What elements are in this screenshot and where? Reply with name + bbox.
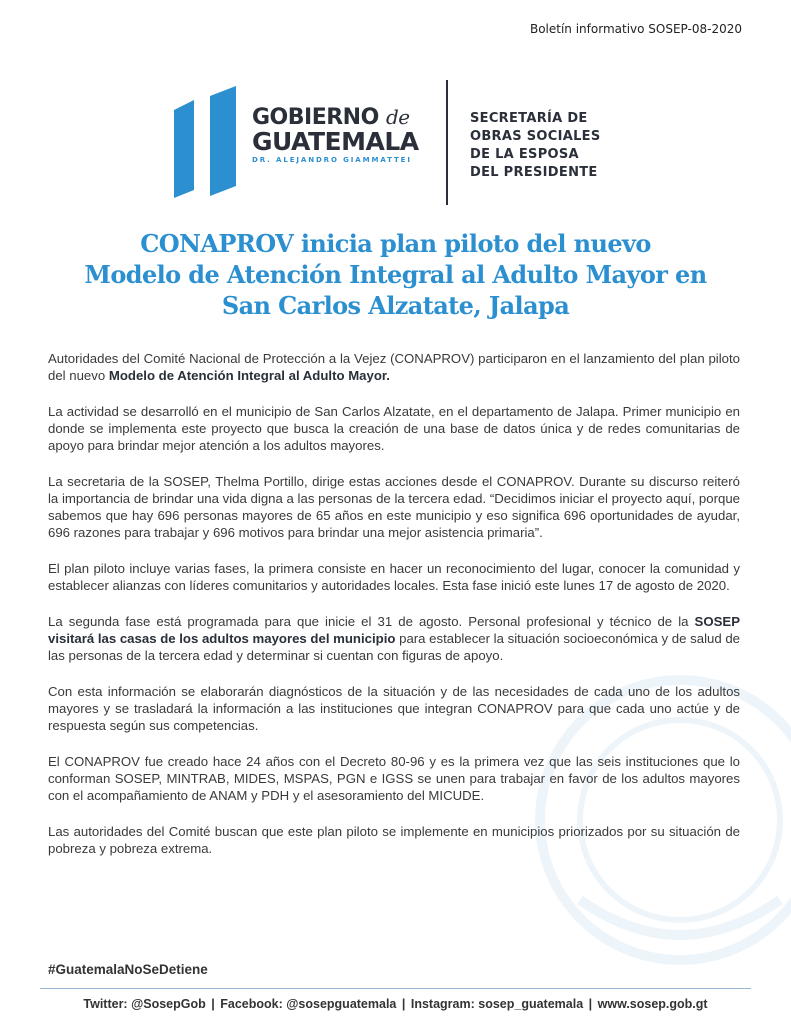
footer-divider	[40, 988, 751, 989]
logo-de: de	[385, 105, 410, 129]
twitter-link[interactable]: Twitter: @SosepGob	[83, 997, 206, 1011]
paragraph-text: La segunda fase está programada para que inicie el 31 de agosto. Personal profesional y técnico de la	[48, 614, 695, 629]
page-title	[40, 228, 751, 321]
article-paragraph: El plan piloto incluye varias fases, la primera consiste en hacer un reconocimiento del lugar, conocer la comunidad y establecer alianzas con líderes comunitarios y autoridades locales. Esta fase inició este lunes 17 de agosto de 2020.	[48, 561, 740, 593]
logo-divider	[446, 80, 448, 205]
article-body	[48, 350, 740, 876]
government-logo-text	[252, 106, 419, 164]
website-link[interactable]: www.sosep.gob.gt	[597, 997, 708, 1011]
logo-gobierno: GOBIERNO	[252, 105, 379, 130]
bulletin-code: Boletín informativo SOSEP-08-2020	[529, 22, 742, 36]
secretaria-line: SECRETARÍA DE	[470, 111, 588, 126]
logo-president-name: DR. ALEJANDRO GIAMMATTEI	[252, 156, 412, 164]
footer-separator: |	[588, 997, 593, 1011]
article-paragraph	[48, 613, 740, 664]
article-paragraph: El CONAPROV fue creado hace 24 años con el Decreto 80-96 y es la primera vez que las seis instituciones que lo conforman SOSEP, MINTRAB, MIDES, MSPAS, PGN e IGSS se unen para trabajar en favor de los adultos mayores con el acompañamiento de ANAM y PDH y el asesoramiento del MICUDE.	[48, 754, 740, 803]
article-paragraph	[48, 350, 740, 384]
instagram-link[interactable]: Instagram: sosep_guatemala	[410, 997, 584, 1011]
secretaria-line: OBRAS SOCIALES	[470, 129, 601, 144]
headline-line: Modelo de Atención Integral al Adulto Mayor en	[84, 260, 707, 289]
footer-separator: |	[401, 997, 406, 1011]
secretaria-line: DE LA ESPOSA	[470, 147, 579, 162]
facebook-link[interactable]: Facebook: @sosepguatemala	[220, 997, 397, 1011]
article-paragraph: Con esta información se elaborarán diagnósticos de la situación y de las necesidades de cada uno de los adultos mayores y se trasladará la información a las instituciones que integran CONAPROV para que cada uno actúe y de respuesta según sus competencias.	[48, 684, 740, 733]
headline-line: San Carlos Alzatate, Jalapa	[221, 291, 570, 320]
header-logo	[172, 80, 632, 205]
logo-guatemala: GUATEMALA	[252, 127, 419, 156]
footer-separator: |	[211, 997, 215, 1011]
hashtag: #GuatemalaNoSeDetiene	[48, 962, 208, 977]
article-paragraph: La secretaria de la SOSEP, Thelma Portillo, dirige estas acciones desde el CONAPROV. Durante su discurso reiteró la importancia de brindar una vida digna a las personas de la tercera edad. “Decidimos iniciar el proyecto aquí, porque sabemos que hay 696 personas mayores de 65 años en este municipio y eso significa 696 oportunidades de ayudar, 696 razones para trabajar y 696 motivos para brindar una mejor asistencia primaria”.	[48, 474, 740, 540]
paragraph-text: para establecer la situación socioeconómica y de salud de las personas de la tercera edad y determinar si cuentan con figuras de apoyo.	[48, 631, 740, 663]
paragraph-bold-text: Modelo de Atención Integral al Adulto Mayor.	[108, 368, 390, 383]
footer-social-links	[0, 997, 791, 1011]
article-paragraph: La actividad se desarrolló en el municipio de San Carlos Alzatate, en el departamento de Jalapa. Primer municipio en donde se implementa este proyecto que busca la creación de una base de datos única y de redes comunitarias de apoyo para brindar mejor atención a los adultos mayores.	[48, 404, 740, 453]
secretaria-name	[470, 110, 601, 182]
government-emblem-icon	[172, 86, 238, 198]
article-paragraph: Las autoridades del Comité buscan que este plan piloto se implemente en municipios priorizados por su situación de pobreza y pobreza extrema.	[48, 824, 740, 856]
paragraph-text: Autoridades del Comité Nacional de Protección a la Vejez (CONAPROV) participaron en el lanzamiento del plan piloto del nuevo	[48, 351, 740, 383]
secretaria-line: DEL PRESIDENTE	[470, 165, 598, 180]
paragraph-bold-text: SOSEP visitará las casas de los adultos mayores del municipio	[48, 614, 740, 646]
headline-line: CONAPROV inicia plan piloto del nuevo	[140, 229, 651, 258]
